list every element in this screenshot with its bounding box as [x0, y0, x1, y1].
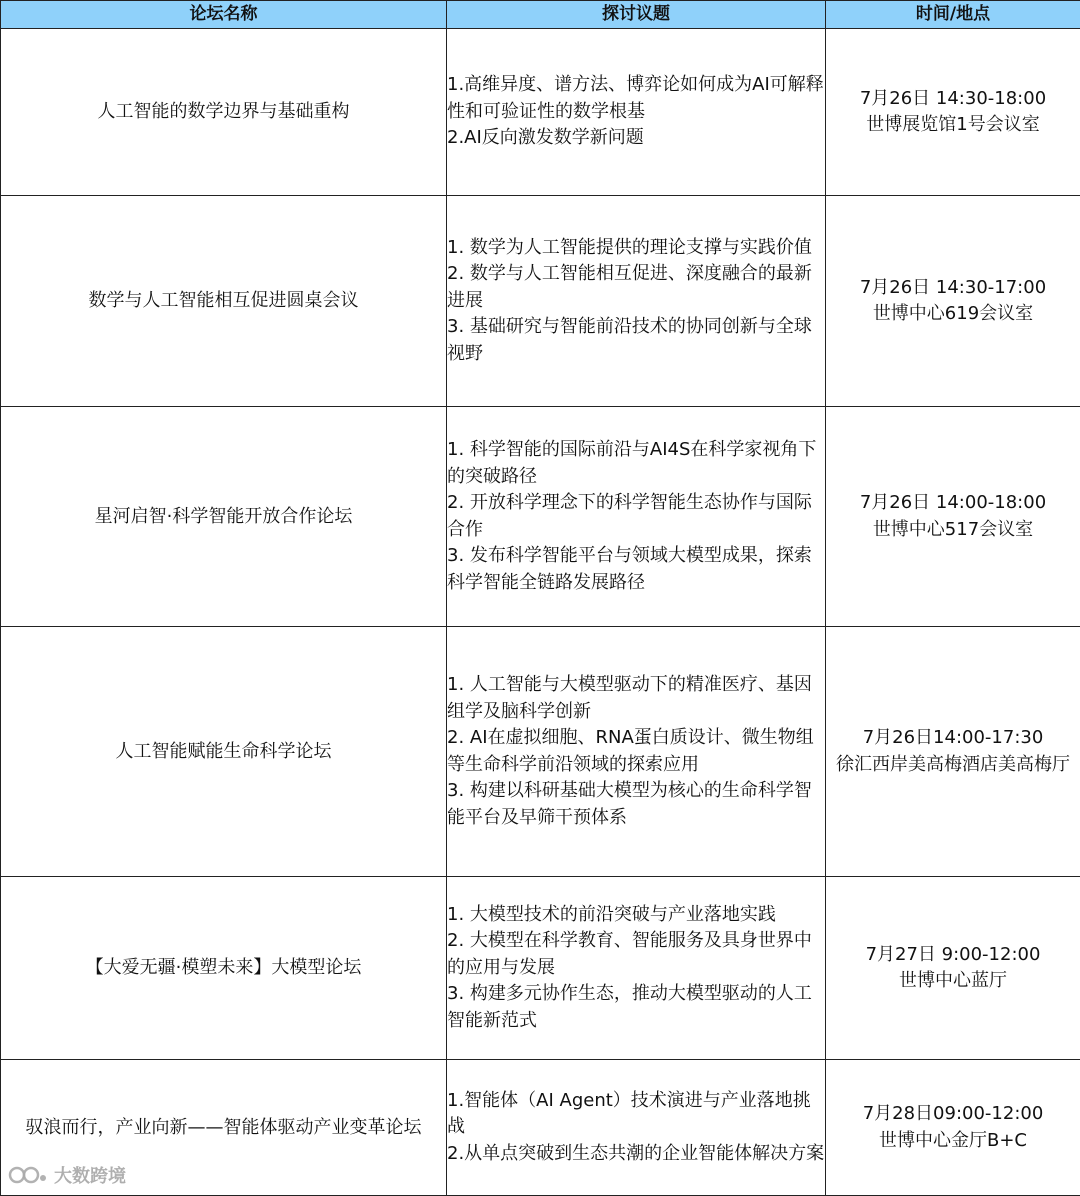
table-row	[1, 29, 1080, 196]
forum-name: 星河启智·科学智能开放合作论坛	[1, 407, 447, 627]
topic-item: 1.智能体（AI Agent）技术演进与产业落地挑战	[447, 1089, 811, 1138]
topic-item: 2. AI在虚拟细胞、RNA蛋白质设计、微生物组等生命科学前沿领域的探索应用	[447, 727, 814, 775]
topic-item: 2. 数学与人工智能相互促进、深度融合的最新进展	[447, 263, 812, 311]
venue: 世博中心517会议室	[872, 518, 1034, 540]
watermark	[8, 1162, 126, 1188]
topic-item: 3. 发布科学智能平台与领域大模型成果，探索科学智能全链路发展路径	[447, 545, 812, 593]
forum-name: 人工智能赋能生命科学论坛	[1, 627, 447, 877]
forum-name: 【大爱无疆·模塑未来】大模型论坛	[1, 877, 447, 1060]
topics	[447, 1060, 826, 1196]
topic-item: 3. 基础研究与智能前沿技术的协同创新与全球视野	[447, 316, 812, 364]
watermark-text: 大数跨境	[54, 1166, 126, 1187]
table-row	[1, 1060, 1080, 1196]
topic-item: 2.从单点突破到生态共潮的企业智能体解决方案	[447, 1142, 825, 1164]
table-row	[1, 877, 1080, 1060]
venue: 世博展览馆1号会议室	[866, 114, 1040, 135]
topics	[447, 196, 826, 407]
time-venue	[826, 196, 1080, 407]
time: 7月26日14:00-17:30	[862, 727, 1044, 748]
topics	[447, 627, 826, 877]
logo-icon	[8, 1164, 48, 1186]
topic-item: 3. 构建以科研基础大模型为核心的生命科学智能平台及早筛干预体系	[447, 780, 812, 828]
topic-item: 1. 数学为人工智能提供的理论支撑与实践价值	[447, 236, 812, 258]
time-venue	[826, 877, 1080, 1060]
header-time-venue: 时间/地点	[826, 1, 1080, 29]
topics	[447, 407, 826, 627]
time: 7月27日 9:00-12:00	[865, 943, 1041, 965]
topic-item: 2.AI反向激发数学新问题	[447, 127, 644, 149]
time-venue	[826, 407, 1080, 627]
time: 7月26日 14:00-18:00	[859, 492, 1047, 513]
topic-item: 2. 开放科学理念下的科学智能生态协作与国际合作	[447, 492, 812, 540]
header-topics: 探讨议题	[447, 1, 826, 29]
table-row	[1, 407, 1080, 627]
topics	[447, 29, 826, 196]
time: 7月26日 14:30-18:00	[859, 87, 1047, 109]
header-forum-name: 论坛名称	[1, 1, 447, 29]
time-venue	[826, 29, 1080, 196]
topic-item: 1. 人工智能与大模型驱动下的精准医疗、基因组学及脑科学创新	[447, 674, 812, 722]
time: 7月26日 14:30-17:00	[859, 276, 1047, 298]
forum-name: 人工智能的数学边界与基础重构	[1, 29, 447, 196]
topic-item: 1. 大模型技术的前沿突破与产业落地实践	[447, 903, 776, 925]
table-row	[1, 196, 1080, 407]
forum-name: 驭浪而行，产业向新——智能体驱动产业变革论坛	[1, 1060, 447, 1196]
time-venue	[826, 1060, 1080, 1196]
forum-name: 数学与人工智能相互促进圆桌会议	[1, 196, 447, 407]
topic-item: 2. 大模型在科学教育、智能服务及具身世界中的应用与发展	[447, 930, 812, 978]
venue: 世博中心金厅B+C	[879, 1129, 1027, 1151]
venue: 世博中心619会议室	[872, 303, 1034, 324]
topic-item: 1. 科学智能的国际前沿与AI4S在科学家视角下的突破路径	[447, 439, 817, 487]
venue: 徐汇西岸美高梅酒店美高梅厅	[836, 753, 1070, 775]
topic-item: 1.高维异度、谱方法、博弈论如何成为AI可解释性和可验证性的数学根基	[447, 74, 824, 122]
time: 7月28日09:00-12:00	[862, 1103, 1044, 1124]
topics	[447, 877, 826, 1060]
time-venue	[826, 627, 1080, 877]
topic-item: 3. 构建多元协作生态，推动大模型驱动的人工智能新范式	[447, 983, 812, 1031]
header-row	[1, 1, 1080, 29]
table-row	[1, 627, 1080, 877]
venue: 世博中心蓝厅	[899, 970, 1007, 991]
